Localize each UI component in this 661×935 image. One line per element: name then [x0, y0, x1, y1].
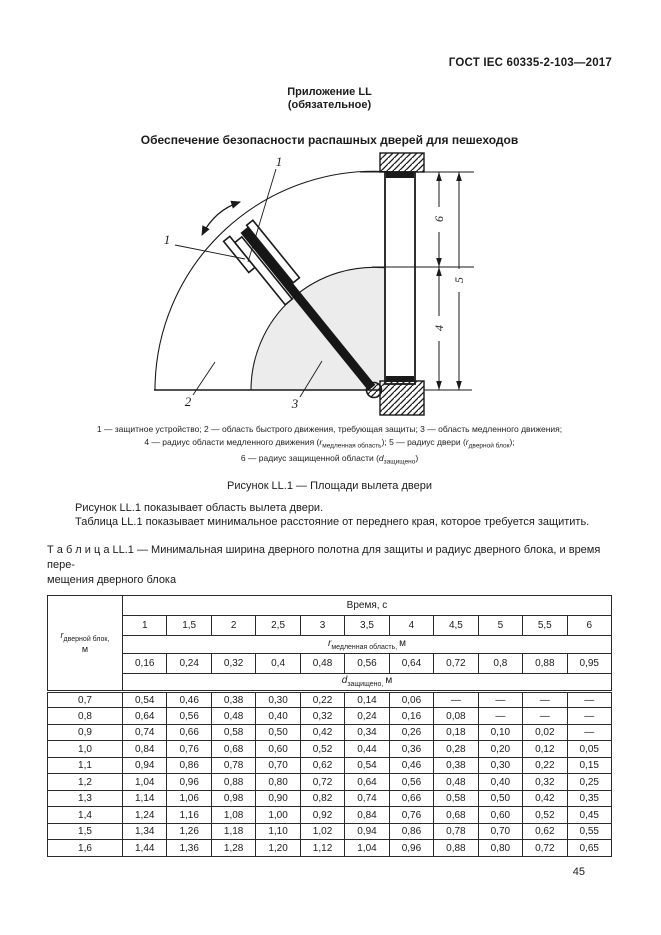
protected-header-cell: $d_{защищено,}$ м: [123, 673, 612, 691]
document-code: ГОСТ IEC 60335-2-103—2017: [448, 57, 612, 69]
value-cell: 0,74: [345, 790, 389, 807]
table-body: [48, 691, 612, 856]
col0-header-cell: $r_{дверной блок,}$ м: [48, 595, 123, 691]
value-cell: 0,66: [389, 790, 433, 807]
slow-radius-value-cell: 0,48: [300, 653, 344, 673]
value-cell: 0,45: [567, 807, 611, 824]
value-cell: 0,90: [256, 790, 300, 807]
figure-legend-line1: 1 — защитное устройство; 2 — область быстрого движения, требующая защиты; 3 — область медленного движения;: [96, 424, 563, 435]
paragraph-1: Рисунок LL.1 показывает область вылета двери.: [75, 502, 324, 514]
section-title: Обеспечение безопасности распашных дверей для пешеходов: [140, 133, 519, 148]
value-cell: —: [523, 708, 567, 725]
value-cell: 0,14: [345, 691, 389, 708]
dim-protected-label: 6: [431, 216, 446, 223]
value-cell: 0,32: [523, 774, 567, 791]
value-cell: 0,60: [478, 807, 522, 824]
value-cell: 0,54: [123, 691, 167, 708]
row-header-cell: 1,4: [48, 807, 123, 824]
value-cell: 0,36: [389, 741, 433, 758]
value-cell: 0,28: [434, 741, 478, 758]
row-header-cell: 0,7: [48, 691, 123, 708]
appendix-type: (обязательное): [287, 99, 372, 112]
value-cell: 0,96: [389, 840, 433, 857]
value-cell: 0,44: [345, 741, 389, 758]
value-cell: 0,94: [123, 757, 167, 774]
row-header-cell: 1,3: [48, 790, 123, 807]
value-cell: 1,08: [211, 807, 255, 824]
value-cell: 0,68: [434, 807, 478, 824]
page-number: 45: [572, 865, 585, 878]
table-row: [48, 790, 612, 807]
slow-radius-value-cell: 0,4: [256, 653, 300, 673]
table-row: [48, 840, 612, 857]
slow-radius-value-cell: 0,95: [567, 653, 611, 673]
value-cell: 0,78: [211, 757, 255, 774]
value-cell: 0,30: [478, 757, 522, 774]
value-cell: 1,04: [123, 774, 167, 791]
value-cell: 1,00: [256, 807, 300, 824]
value-cell: 0,96: [167, 774, 211, 791]
time-value-cell: 1: [123, 615, 167, 635]
value-cell: 0,25: [567, 774, 611, 791]
value-cell: 0,18: [434, 724, 478, 741]
value-cell: 0,46: [389, 757, 433, 774]
figure-legend: [47, 423, 612, 467]
slow-radius-value-cell: 0,8: [478, 653, 522, 673]
row-header-cell: 1,5: [48, 823, 123, 840]
table-row: [48, 774, 612, 791]
value-cell: 0,70: [478, 823, 522, 840]
value-cell: 1,34: [123, 823, 167, 840]
time-values-row: [48, 615, 612, 635]
value-cell: 0,55: [567, 823, 611, 840]
value-cell: —: [478, 691, 522, 708]
value-cell: 0,76: [167, 741, 211, 758]
time-value-cell: 2: [211, 615, 255, 635]
value-cell: 0,34: [345, 724, 389, 741]
slow-radius-value-cell: 0,72: [434, 653, 478, 673]
value-cell: 0,54: [345, 757, 389, 774]
slow-radius-value-cell: 0,56: [345, 653, 389, 673]
value-cell: 0,78: [434, 823, 478, 840]
figure-legend-line3: 6 — радиус защищенной области $(d_{защищено})$: [240, 452, 419, 466]
value-cell: —: [567, 724, 611, 741]
value-cell: 0,98: [211, 790, 255, 807]
appendix-title: Приложение LL: [287, 86, 372, 98]
value-cell: 1,36: [167, 840, 211, 857]
row-header-cell: 1,2: [48, 774, 123, 791]
table-row: [48, 807, 612, 824]
value-cell: —: [434, 691, 478, 708]
value-cell: 0,38: [211, 691, 255, 708]
value-cell: 0,42: [300, 724, 344, 741]
wall-bottom-hatch: [380, 381, 424, 415]
value-cell: 0,88: [211, 774, 255, 791]
value-cell: 0,24: [345, 708, 389, 725]
value-cell: 1,04: [345, 840, 389, 857]
figure-ll1: [47, 152, 612, 422]
value-cell: 0,52: [300, 741, 344, 758]
value-cell: 0,88: [434, 840, 478, 857]
value-cell: 0,80: [478, 840, 522, 857]
callout-slow-area: 3: [291, 396, 298, 412]
value-cell: 0,35: [567, 790, 611, 807]
value-cell: —: [567, 691, 611, 708]
value-cell: 1,02: [300, 823, 344, 840]
paragraph-2: Таблица LL.1 показывает минимальное расстояние от переднего края, которое требуется защитить.: [75, 516, 590, 529]
value-cell: 0,60: [256, 741, 300, 758]
value-cell: 0,58: [434, 790, 478, 807]
value-cell: 0,70: [256, 757, 300, 774]
swing-direction-arrow: [202, 202, 240, 235]
wall-top-hatch: [380, 153, 424, 172]
value-cell: 0,40: [256, 708, 300, 725]
value-cell: 0,20: [478, 741, 522, 758]
slow-radius-value-cell: 0,64: [389, 653, 433, 673]
callout-device-top: 1: [275, 154, 282, 170]
value-cell: 0,82: [300, 790, 344, 807]
value-cell: 0,92: [300, 807, 344, 824]
value-cell: 0,32: [300, 708, 344, 725]
value-cell: 0,16: [389, 708, 433, 725]
value-cell: 0,46: [167, 691, 211, 708]
time-value-cell: 5: [478, 615, 522, 635]
value-cell: 0,94: [345, 823, 389, 840]
value-cell: 0,68: [211, 741, 255, 758]
slow-radius-header-cell: $r_{медленная область,}$ м: [123, 635, 612, 653]
value-cell: 0,22: [300, 691, 344, 708]
value-cell: 0,84: [123, 741, 167, 758]
row-header-cell: 0,9: [48, 724, 123, 741]
value-cell: 1,26: [167, 823, 211, 840]
value-cell: 0,86: [389, 823, 433, 840]
value-cell: 0,64: [345, 774, 389, 791]
value-cell: 1,10: [256, 823, 300, 840]
time-value-cell: 4: [389, 615, 433, 635]
value-cell: 0,02: [523, 724, 567, 741]
time-value-cell: 6: [567, 615, 611, 635]
figure-caption: Рисунок LL.1 — Площади вылета двери: [227, 480, 432, 492]
value-cell: 0,62: [300, 757, 344, 774]
value-cell: 0,15: [567, 757, 611, 774]
value-cell: 0,48: [434, 774, 478, 791]
value-cell: 0,80: [256, 774, 300, 791]
value-cell: 1,12: [300, 840, 344, 857]
dim-slow-radius-label: 4: [431, 325, 446, 332]
time-value-cell: 3,5: [345, 615, 389, 635]
value-cell: 0,10: [478, 724, 522, 741]
hinge-symbol: [366, 383, 381, 398]
figure-legend-line2: 4 — радиус области медленного движения $(r_{медленная область})$; 5 — радиус двери $(r_{дверной блок})$;: [144, 437, 515, 450]
time-value-cell: 5,5: [523, 615, 567, 635]
row-header-cell: 0,8: [48, 708, 123, 725]
value-cell: 0,30: [256, 691, 300, 708]
value-cell: 1,44: [123, 840, 167, 857]
time-value-cell: 4,5: [434, 615, 478, 635]
value-cell: 0,26: [389, 724, 433, 741]
time-value-cell: 2,5: [256, 615, 300, 635]
value-cell: 0,72: [523, 840, 567, 857]
value-cell: 0,52: [523, 807, 567, 824]
value-cell: 0,06: [389, 691, 433, 708]
value-cell: 0,58: [211, 724, 255, 741]
table-row: [48, 823, 612, 840]
value-cell: 0,65: [567, 840, 611, 857]
value-cell: 1,18: [211, 823, 255, 840]
value-cell: 0,42: [523, 790, 567, 807]
value-cell: 1,28: [211, 840, 255, 857]
callout-device-left: 1: [163, 232, 170, 248]
value-cell: 0,22: [523, 757, 567, 774]
time-header-cell: Время, с: [123, 595, 612, 615]
value-cell: 0,56: [389, 774, 433, 791]
table-row: [48, 691, 612, 708]
table-caption: Т а б л и ц а LL.1 — Минимальная ширина дверного полотна для защиты и радиус дверного блока, и время пере- мещения дверного блока: [47, 543, 601, 587]
value-cell: —: [567, 708, 611, 725]
value-cell: 0,50: [256, 724, 300, 741]
value-cell: 1,24: [123, 807, 167, 824]
slow-values-row: [48, 653, 612, 673]
value-cell: 0,56: [167, 708, 211, 725]
value-cell: 0,74: [123, 724, 167, 741]
time-value-cell: 3: [300, 615, 344, 635]
value-cell: 1,06: [167, 790, 211, 807]
slow-radius-value-cell: 0,16: [123, 653, 167, 673]
value-cell: 0,48: [211, 708, 255, 725]
value-cell: 0,38: [434, 757, 478, 774]
table-row: [48, 724, 612, 741]
value-cell: 0,66: [167, 724, 211, 741]
callout-fast-area: 2: [184, 394, 191, 410]
table-row: [48, 741, 612, 758]
door-top-seal: [386, 172, 414, 178]
value-cell: 0,64: [123, 708, 167, 725]
value-cell: —: [478, 708, 522, 725]
time-value-cell: 1,5: [167, 615, 211, 635]
value-cell: 1,16: [167, 807, 211, 824]
door-swing-diagram: [142, 152, 482, 417]
row-header-cell: 1,6: [48, 840, 123, 857]
value-cell: 0,12: [523, 741, 567, 758]
row-header-cell: 1,0: [48, 741, 123, 758]
value-cell: 0,72: [300, 774, 344, 791]
value-cell: 0,86: [167, 757, 211, 774]
value-cell: 0,84: [345, 807, 389, 824]
value-cell: 0,62: [523, 823, 567, 840]
value-cell: 0,08: [434, 708, 478, 725]
dim-door-radius-label: 5: [451, 277, 466, 284]
value-cell: 0,40: [478, 774, 522, 791]
value-cell: 0,05: [567, 741, 611, 758]
table-row: [48, 708, 612, 725]
slow-radius-value-cell: 0,88: [523, 653, 567, 673]
value-cell: 1,20: [256, 840, 300, 857]
value-cell: 0,76: [389, 807, 433, 824]
value-cell: 0,50: [478, 790, 522, 807]
slow-radius-value-cell: 0,24: [167, 653, 211, 673]
table-ll1: [47, 595, 612, 857]
table-row: [48, 757, 612, 774]
door-closed-outline: [385, 172, 415, 384]
row-header-cell: 1,1: [48, 757, 123, 774]
value-cell: —: [523, 691, 567, 708]
slow-radius-value-cell: 0,32: [211, 653, 255, 673]
value-cell: 1,14: [123, 790, 167, 807]
